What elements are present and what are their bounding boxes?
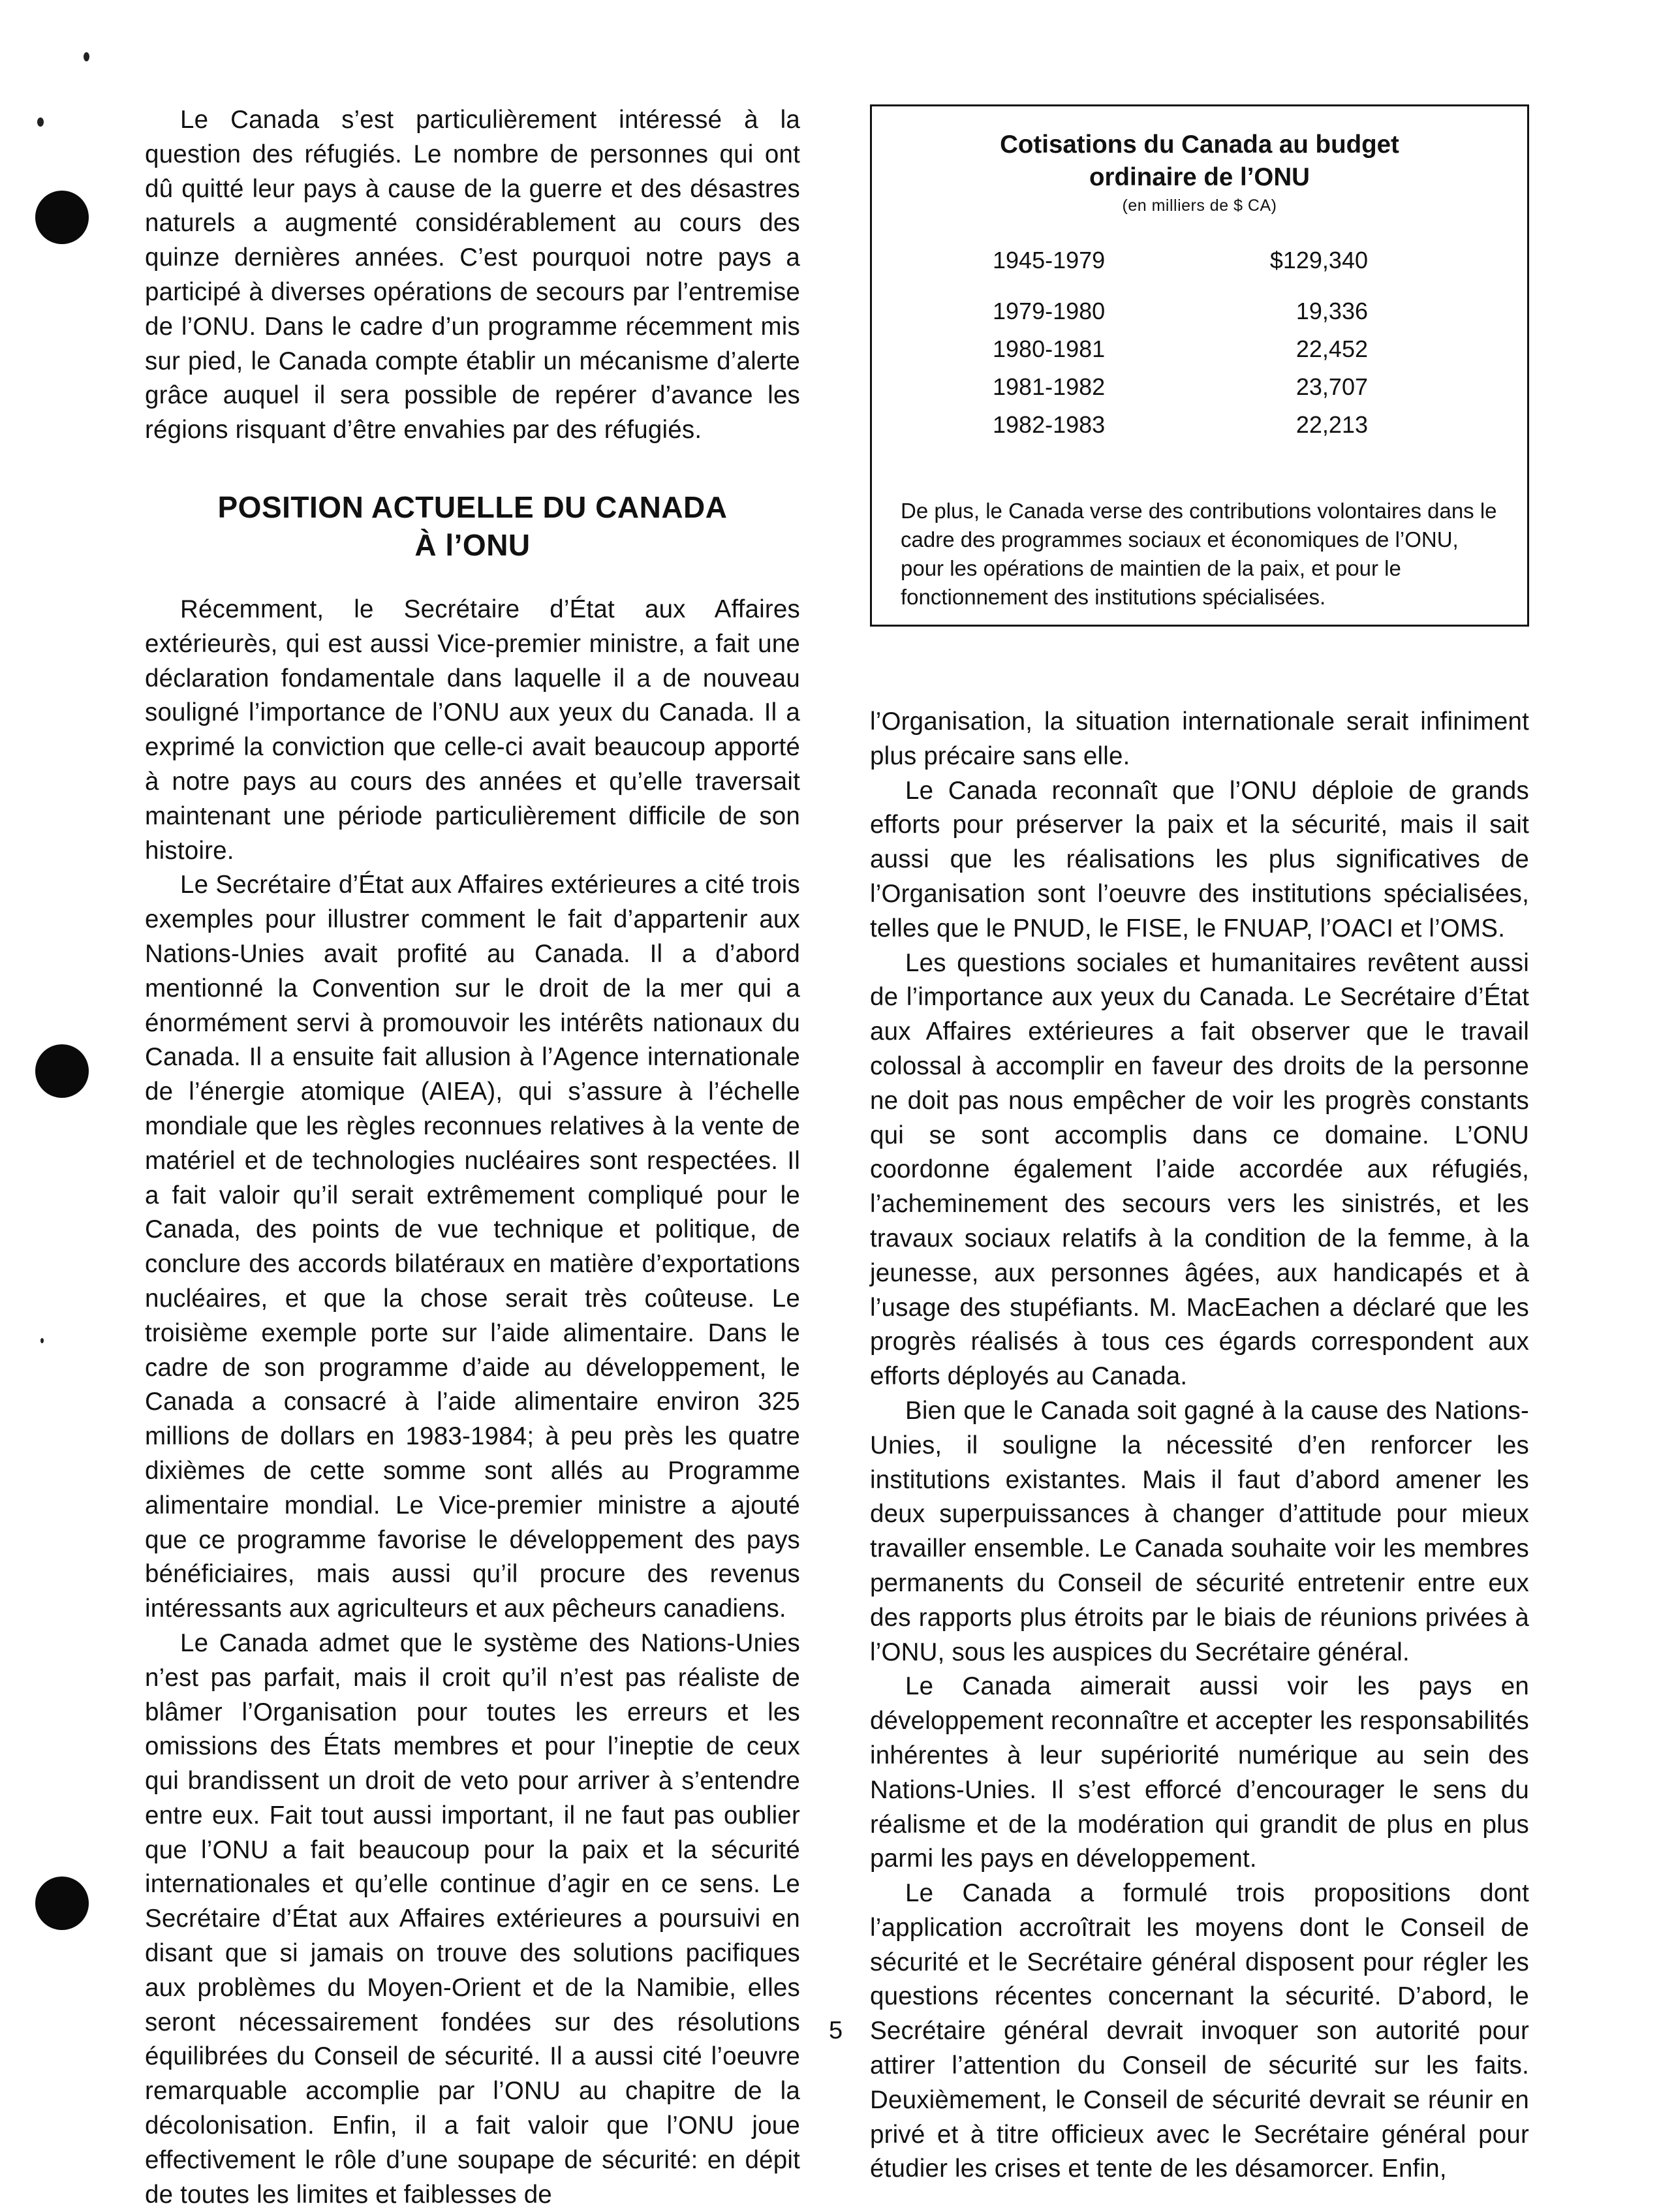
section-heading-line2: À l’ONU: [414, 528, 531, 562]
right-paragraph: Les questions sociales et humanitaires revêtent aussi de l’importance aux yeux du Canada. Le Secrétaire d’État aux Affaires extérieures a fait observer que le travail colossal à accomplir en faveur des droits de la personne ne doit pas nous empêcher de voir les progrès constants qui se sont accomplis dans ce domaine. L’ONU coordonne également l’aide accordée aux réfugiés, l’acheminement des secours vers les sinistrés, et les travaux sociaux relatifs à la condition de la femme, à la jeunesse, aux personnes âgées, aux handicapés et à l’usage des stupéfiants. M. MacEachen a déclaré que les progrès réalisés à tous ces égards correspondent aux efforts déployés au Canada.: [870, 948, 1529, 1391]
contribution-period: 1945-1979: [993, 247, 1106, 273]
contributions-box: [870, 104, 1529, 627]
contribution-amount: 19,336: [1295, 298, 1368, 324]
intro-paragraph: Le Canada s’est particulièrement intéressé à la question des réfugiés. Le nombre de personnes qui ont dû quitté leur pays à cause de la guerre et des désastres naturels a augmenté considérablement au cours des quinze dernières années. C’est pourquoi notre pays a participé à diverses opérations de secours par l’entremise de l’ONU. Dans le cadre d’un programme récemment mis sur pied, le Canada compte établir un mécanisme d’alerte grâce auquel il sera possible de repérer d’avance les régions risquant d’être envahies par des réfugiés.: [145, 106, 800, 444]
section-heading: [145, 488, 800, 564]
contributions-title: [872, 129, 1527, 194]
contributions-note: De plus, le Canada verse des contributions volontaires dans le cadre des programmes sociaux et économiques de l’ONU, pour les opérations de maintien de la paix, et pour le fonctionnement des institutions spécialisées.: [901, 499, 1497, 609]
left-paragraph: Le Secrétaire d’État aux Affaires extérieures a cité trois exemples pour illustrer comment le fait d’appartenir aux Nations-Unies avait profité au Canada. Il a d’abord mentionné la Convention sur le droit de la mer qui a énormément servi à promouvoir les intérêts nationaux du Canada. Il a ensuite fait allusion à l’Agence internationale de l’énergie atomique (AIEA), qui s’assure à l’échelle mondiale que les règles reconnues relatives à la vente de matériel et de technologies nucléaires sont respectées. Il a fait valoir qu’il serait extrêmement compliqué pour le Canada, des points de vue technique et politique, de conclure des accords bilatéraux en matière d’exportations nucléaires, et que la chose serait très coûteuse. Le troisième exemple porte sur l’aide alimentaire. Dans le cadre de son programme d’aide au développement, le Canada a consacré à l’aide alimentaire environ 325 millions de dollars en 1983-1984; à peu près les quatre dixièmes de cette somme sont allés au Programme alimentaire mondial. Le Vice-premier ministre a ajouté que ce programme favorise le développement des pays bénéficiaires, mais aussi qu’il procure des revenus intéressants aux agriculteurs et aux pêcheurs canadiens.: [145, 871, 800, 1623]
contribution-period: 1981-1982: [993, 373, 1106, 400]
left-paragraph: Récemment, le Secrétaire d’État aux Affaires extérieurès, qui est aussi Vice-premier ministre, a fait une déclaration fondamentale dans laquelle il a de nouveau souligné l’importance de l’ONU aux yeux du Canada. Il a exprimé la conviction que celle-ci avait beaucoup apporté à notre pays au cours des années et qu’elle traversait maintenant une période particulièrement difficile de son histoire.: [145, 595, 800, 865]
right-paragraph: Le Canada reconnaît que l’ONU déploie de grands efforts pour préserver la paix et la sécurité, mais il sait aussi que les réalisations les plus significatives de l’Organisation sont l’oeuvre des institutions spécialisées, telles que le PNUD, le FISE, le FNUAP, l’OACI et l’OMS.: [870, 776, 1529, 942]
contribution-amount: 22,452: [1295, 335, 1368, 362]
punch-hole-bottom: [35, 1877, 89, 1930]
contribution-period: 1980-1981: [993, 335, 1106, 362]
scan-speck: [40, 1338, 44, 1343]
punch-hole-middle: [35, 1044, 89, 1098]
scan-speck: [37, 117, 44, 127]
page-number: 5: [829, 2017, 843, 2044]
right-paragraph: Bien que le Canada soit gagné à la cause des Nations-Unies, il souligne la nécessité d’en renforcer les institutions existantes. Mais il faut d’abord amener les deux superpuissances à changer d’attitude pour mieux travailler ensemble. Le Canada souhaite voir les membres permanents du Conseil de sécurité entretenir entre eux des rapports plus étroits par le biais de réunions privées à l’ONU, sous les auspices du Secrétaire général.: [870, 1396, 1529, 1666]
section-heading-line1: POSITION ACTUELLE DU CANADA: [217, 490, 728, 524]
left-paragraph: Le Canada admet que le système des Nations-Unies n’est pas parfait, mais il croit qu’il n’est pas réaliste de blâmer l’Organisation pour toutes les erreurs et les omissions des États membres et pour l’ineptie de ceux qui brandissent un droit de veto pour arriver à s’entendre entre eux. Fait tout aussi important, il ne faut pas oublier que l’ONU a fait beaucoup pour la paix et la sécurité internationales et qu’elle continue d’agir en ce sens. Le Secrétaire d’État aux Affaires extérieures a poursuivi en disant que si jamais on trouve des solutions pacifiques aux problèmes du Moyen-Orient et de la Namibie, elles seront nécessairement fondées sur des résolutions équilibrées du Conseil de sécurité. Il a aussi cité l’oeuvre remarquable accomplie par l’ONU au chapitre de la décolonisation. Enfin, il a fait valoir que l’ONU joue effectivement le rôle d’une soupape de sécurité: en dépit de toutes les limites et faiblesses de: [145, 1628, 800, 2209]
intro-section: [145, 103, 800, 448]
right-column: [870, 705, 1529, 2187]
contribution-period: 1982-1983: [993, 411, 1106, 438]
contribution-period: 1979-1980: [993, 298, 1106, 324]
contribution-amount: 22,213: [1295, 411, 1368, 438]
right-paragraph: Le Canada aimerait aussi voir les pays en développement reconnaître et accepter les responsabilités inhérentes à leur supériorité numérique au sein des Nations-Unies. Il s’est efforcé d’encourager le sens du réalisme et de la modération qui grandit de plus en plus parmi les pays en développement.: [870, 1672, 1529, 1873]
contributions-subtitle: (en milliers de $ CA): [1122, 196, 1277, 215]
contributions-title-line1: Cotisations du Canada au budget: [1000, 131, 1399, 159]
right-paragraph: Le Canada a formulé trois propositions dont l’application accroîtrait les moyens dont le Conseil de sécurité et le Secrétaire général disposent pour régler les questions récentes concernant la sécurité. D’abord, le Secrétaire général devrait invoquer son autorité pour attirer l’attention du Conseil de sécurité sur les faits. Deuxièmement, le Conseil de sécurité devrait se réunir en privé et à titre officieux avec le Secrétaire général pour étudier les crises et tente de les désamorcer. Enfin,: [870, 1879, 1529, 2183]
punch-hole-top: [35, 191, 89, 244]
contribution-amount: 23,707: [1295, 373, 1368, 400]
contributions-title-line2: ordinaire de l’ONU: [1089, 163, 1310, 191]
scan-speck: [84, 52, 89, 61]
contribution-amount: $129,340: [1269, 247, 1368, 273]
left-column: [145, 593, 800, 2212]
right-paragraph: l’Organisation, la situation internationale serait infiniment plus précaire sans elle.: [870, 708, 1529, 770]
